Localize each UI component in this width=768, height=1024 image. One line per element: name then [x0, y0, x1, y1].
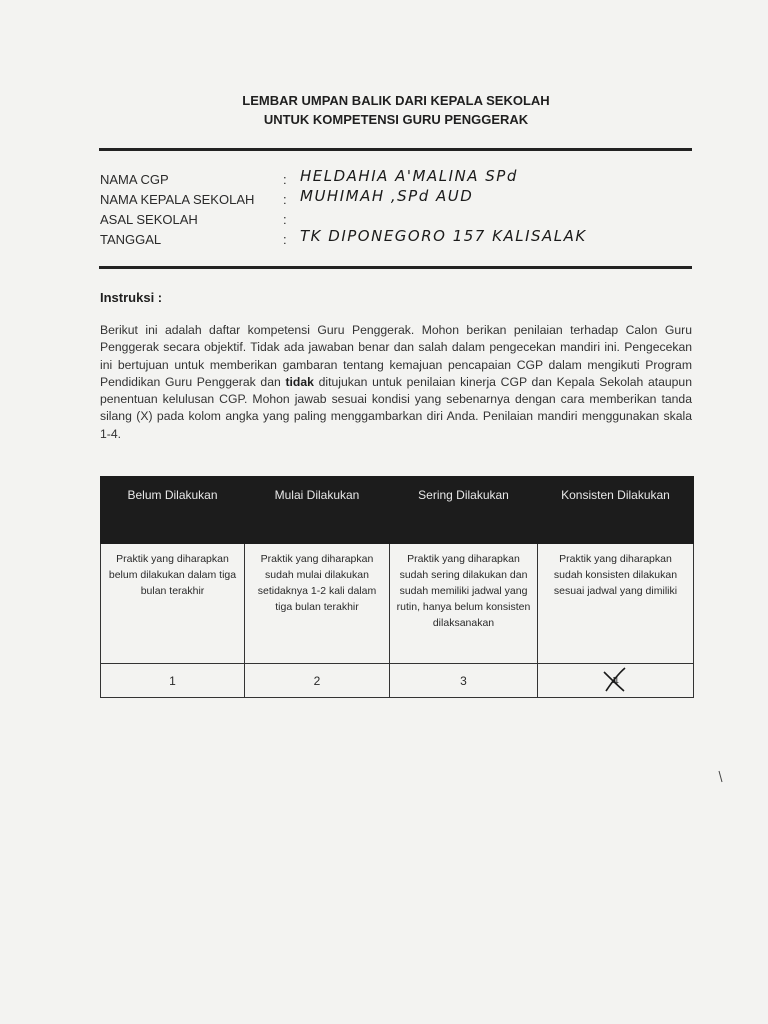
info-row-tanggal	[100, 227, 660, 250]
scale-option-1[interactable]	[101, 664, 245, 698]
info-colon: :	[283, 232, 287, 247]
top-divider	[99, 148, 692, 151]
scale-header-mulai: Mulai Dilakukan	[245, 477, 390, 544]
scan-speck-icon	[718, 770, 724, 784]
handwritten-value: HELDAHIA A'MALINA SPd	[300, 167, 518, 185]
instructions-paragraph	[100, 322, 692, 443]
scale-header-sering: Sering Dilakukan	[390, 477, 538, 544]
scale-header-row	[101, 477, 694, 544]
info-colon: :	[283, 172, 287, 187]
scale-header-belum: Belum Dilakukan	[101, 477, 245, 544]
instructions-heading: Instruksi :	[100, 290, 163, 305]
scale-header-konsisten: Konsisten Dilakukan	[538, 477, 694, 544]
scale-number: 3	[460, 673, 467, 688]
form-title	[100, 91, 692, 129]
scale-option-4-selected[interactable]	[538, 664, 694, 698]
rating-scale-table	[100, 476, 694, 698]
scale-description-row	[101, 544, 694, 664]
instructions-text-after: ditujukan untuk penilaian kinerja CGP dan Kepala Sekolah ataupun penentuan kelulusan CGP. Mohon jawab sesuai kondisi yang sebenarnya dengan cara memberikan tanda silang (X) pada kolom angka yang paling menggambarkan diri Anda. Penilaian mandiri menggunakan skala 1-4.	[100, 374, 692, 441]
cross-mark-icon	[600, 666, 630, 694]
info-colon: :	[283, 192, 287, 207]
scale-number: 4	[612, 673, 619, 688]
scale-number: 1	[169, 673, 176, 688]
info-label: ASAL SEKOLAH	[100, 212, 198, 227]
title-line-2: UNTUK KOMPETENSI GURU PENGGERAK	[263, 112, 529, 127]
info-label: TANGGAL	[100, 232, 162, 247]
instructions-text-before: Berikut ini adalah daftar kompetensi Guru Penggerak. Mohon berikan penilaian terhadap Calon Guru Penggerak secara objektif. Tidak ada jawaban benar dan salah dalam pengecekan mandiri ini. Pengecekan ini bertujuan untuk memberikan gambaran tentang kemajuan pencapaian CGP dalam mengikuti Program Pendidikan Guru Penggerak dan	[100, 323, 692, 389]
title-line-1: LEMBAR UMPAN BALIK DARI KEPALA SEKOLAH	[242, 93, 550, 108]
scale-description-3: Praktik yang diharapkan sudah sering dilakukan dan sudah memiliki jadwal yang rutin, hanya belum konsisten dilaksanakan	[390, 544, 538, 664]
info-colon: :	[283, 212, 287, 227]
handwritten-value: TK DIPONEGORO 157 KALISALAK	[300, 227, 587, 245]
scale-description-2: Praktik yang diharapkan sudah mulai dilakukan setidaknya 1-2 kali dalam tiga bulan terakhir	[245, 544, 390, 664]
scale-number: 2	[313, 673, 321, 688]
instructions-emphasis: tidak	[285, 374, 314, 389]
handwritten-value: MUHIMAH ,SPd AUD	[300, 187, 474, 205]
bottom-divider	[99, 266, 692, 269]
info-label: NAMA CGP	[100, 172, 169, 187]
info-row-nama-kepala-sekolah	[100, 187, 660, 210]
info-label: NAMA KEPALA SEKOLAH	[100, 192, 255, 207]
scale-number-row	[101, 664, 694, 698]
scale-description-1: Praktik yang diharapkan belum dilakukan dalam tiga bulan terakhir	[101, 544, 245, 664]
scale-description-4: Praktik yang diharapkan sudah konsisten dilakukan sesuai jadwal yang dimiliki	[538, 544, 694, 664]
scale-option-2[interactable]	[245, 664, 390, 698]
scale-option-3[interactable]	[390, 664, 538, 698]
